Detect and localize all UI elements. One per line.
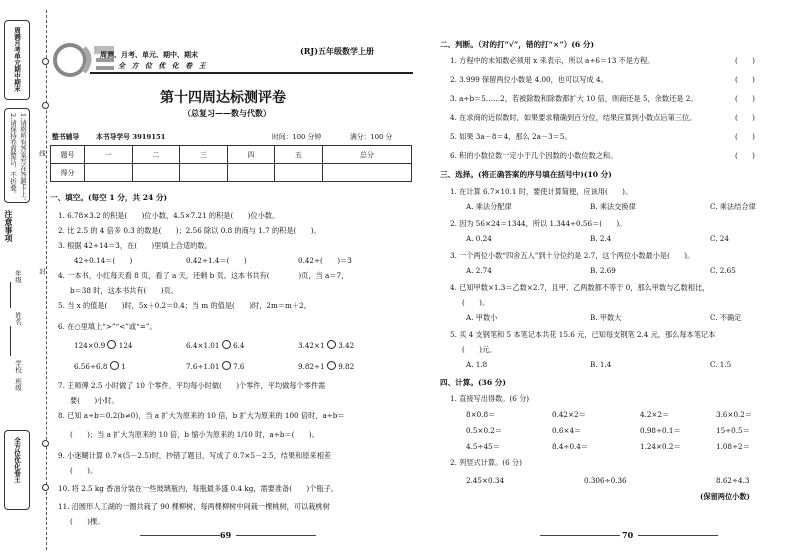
binding-strip bbox=[0, 0, 48, 555]
page-number-left: 69 bbox=[220, 530, 232, 540]
question-5: 5. 当 x 的值是( )时，5x＋0.2＝0.4；当 m 的值是( )时，2m＝m＋2。 bbox=[58, 301, 311, 310]
calc-item: 3.6×0.2＝ bbox=[716, 410, 753, 419]
calc-item: 8.4÷0.4＝ bbox=[552, 442, 589, 451]
vertical-calc-2: 0.306÷0.36 bbox=[584, 476, 627, 485]
calc-2-title: 2. 列竖式计算。(6 分) bbox=[450, 458, 522, 467]
judge-4: 4. 在求商的近似数时，如果要求精确到百分位，结果应算到小数点后第三位。 bbox=[450, 113, 697, 122]
score-header-2: 二 bbox=[132, 146, 180, 164]
score-cell[interactable] bbox=[275, 164, 323, 182]
choice-3-opt-a[interactable]: A. 2.74 bbox=[466, 266, 492, 275]
choice-1-opt-c[interactable]: C. 乘法结合律 bbox=[710, 202, 756, 211]
choice-2-opt-c[interactable]: C. 24 bbox=[710, 234, 729, 243]
judge-5: 5. 如果 3a－8＝4，那么 2a－3＝5。 bbox=[450, 132, 572, 141]
compare-right: 6.4 bbox=[233, 341, 245, 350]
page-subtitle: （总复习——数与代数） bbox=[183, 108, 271, 118]
question-8-line-2: ( )；当 a 扩大为原来的 10 倍，b 缩小为原来的 1/10 时，a÷b＝( )。 bbox=[70, 430, 319, 439]
field-name: 姓名 bbox=[14, 312, 22, 325]
field-grade: 年级 bbox=[14, 270, 22, 283]
q3-item-3: 0.42÷( )＝3 bbox=[298, 256, 352, 265]
strip-motto-box bbox=[4, 430, 30, 510]
compare-left: 6.4×1.01 bbox=[186, 341, 220, 350]
compare-left: 9.82÷1 bbox=[298, 362, 325, 371]
choice-4-line-1: 4. 已知甲数×1.3＝乙数×2.7，且甲、乙两数都不等于 0，那么甲数与乙数相比， bbox=[450, 283, 710, 292]
full-score: 满分：100 分 bbox=[350, 133, 393, 141]
choice-4-opt-a[interactable]: A. 甲数小 bbox=[466, 313, 498, 322]
score-header-1: 一 bbox=[85, 146, 133, 164]
calc-item: 1.08÷2＝ bbox=[716, 442, 750, 451]
score-header-3: 三 bbox=[180, 146, 228, 164]
score-header-total: 总分 bbox=[322, 146, 411, 164]
question-7-line-1: 7. 王师傅 2.5 小时做了 10 个零件，平均每小时做( )个零件，平均做每个零件需 bbox=[58, 381, 326, 390]
choice-4-opt-c[interactable]: C. 不确定 bbox=[710, 313, 742, 322]
question-2: 2. 比 2.5 的 4 倍多 0.3 的数是( )；2.56 除以 0.8 的商与 1.7 的积是( )。 bbox=[58, 226, 321, 235]
strip-brand-text: 周测月考单元期中期末 bbox=[13, 27, 21, 92]
judge-answer-4[interactable]: ( ) bbox=[735, 113, 755, 122]
vertical-calc-3: 8.62÷4.3 bbox=[716, 476, 750, 485]
judge-answer-6[interactable]: ( ) bbox=[735, 151, 755, 160]
calc-item: 0.6×4＝ bbox=[552, 426, 582, 435]
q3-item-1: 42÷0.14＝( ) bbox=[74, 256, 133, 265]
choice-4-line-2: ( )。 bbox=[462, 298, 490, 307]
round-note: (保留两位小数) bbox=[700, 492, 750, 501]
calc-1-title: 1. 直接写出得数。(6 分) bbox=[450, 394, 530, 403]
compare-circle[interactable] bbox=[107, 340, 116, 349]
question-1: 1. 6.78×3.2 的积是( )位小数，4.5×7.21 的积是( )位小数。 bbox=[58, 211, 280, 220]
notice-1: 1.请将所有答案写在答题卡上。 bbox=[19, 113, 27, 204]
choice-3: 3. 一个两位小数“四舍五入”到十分位约是 2.7，这个两位小数最小是( )。 bbox=[450, 251, 695, 260]
section-1-title: 一、填空。(每空 1 分，共 24 分) bbox=[50, 193, 168, 202]
compare-right: 7.6 bbox=[233, 362, 245, 371]
calc-item: 0.5×0.2＝ bbox=[466, 426, 503, 435]
calc-item: 0.42×2＝ bbox=[552, 410, 586, 419]
compare-left: 3.42×1 bbox=[298, 341, 325, 350]
notice-title: 注意事项 bbox=[4, 210, 14, 242]
score-row-label: 得分 bbox=[51, 164, 85, 182]
score-cell[interactable] bbox=[322, 164, 411, 182]
section-3-title: 三、选择。(将正确答案的序号填在括号中)(10 分) bbox=[440, 170, 612, 179]
score-table bbox=[50, 145, 412, 182]
question-11-line-1: 11. 沿圆形人工湖的一圈共栽了 90 棵柳树，每两棵柳树中间栽一棵桃树，可以栽桃树 bbox=[58, 502, 330, 511]
compare-left: 6.56÷6.8 bbox=[74, 362, 108, 371]
compare-left: 7.6÷1.01 bbox=[186, 362, 220, 371]
calc-item: 1.24×0.2＝ bbox=[640, 442, 681, 451]
calc-item: 4.2×2＝ bbox=[640, 410, 670, 419]
choice-5-line-2: ( )元。 bbox=[462, 345, 497, 354]
judge-answer-5[interactable]: ( ) bbox=[735, 132, 755, 141]
score-cell[interactable] bbox=[85, 164, 133, 182]
question-4-line-1: 4. 一本书，小红每天看 8 页，看了 a 天，还剩 b 页。这本书共有( )页，当 a＝7， bbox=[58, 271, 349, 280]
seal-mark: 封 bbox=[38, 268, 46, 275]
judge-answer-2[interactable]: ( ) bbox=[735, 75, 755, 84]
q3-item-2: 0.42÷1.4＝( ) bbox=[186, 256, 247, 265]
calc-item: 4.5÷45＝ bbox=[466, 442, 500, 451]
score-cell[interactable] bbox=[180, 164, 228, 182]
strip-motto-text: 全方位优化卷王 bbox=[13, 437, 21, 483]
calc-item: 0.98÷0.1＝ bbox=[640, 426, 681, 435]
header-rule bbox=[90, 72, 413, 74]
choice-4-opt-b[interactable]: B. 甲数大 bbox=[590, 313, 622, 322]
compare-circle[interactable] bbox=[222, 340, 231, 349]
strip-brand-box bbox=[4, 20, 30, 100]
choice-5-opt-c[interactable]: C. 1.5 bbox=[710, 360, 732, 369]
question-11-line-2: ( )棵。 bbox=[70, 517, 105, 526]
compare-right: 3.42 bbox=[338, 341, 355, 350]
section-2-title: 二、判断。（对的打“√”，错的打“×”）(6 分) bbox=[440, 40, 595, 49]
compare-left: 124×0.9 bbox=[74, 341, 106, 350]
compare-circle[interactable] bbox=[110, 361, 119, 370]
field-school: 学校 bbox=[14, 360, 22, 373]
choice-1-opt-a[interactable]: A. 乘法分配律 bbox=[466, 202, 512, 211]
score-cell[interactable] bbox=[132, 164, 180, 182]
compare-circle[interactable] bbox=[327, 340, 336, 349]
motto: 全 方 位 优 化 卷 王 bbox=[118, 61, 208, 70]
score-cell[interactable] bbox=[227, 164, 275, 182]
tutor-label: 整书辅导 bbox=[52, 133, 80, 141]
score-header-4: 四 bbox=[227, 146, 275, 164]
judge-1: 1. 方程中的未知数必须用 x 来表示，所以 a÷6＝13 不是方程。 bbox=[450, 56, 655, 65]
choice-1-opt-b[interactable]: B. 乘法交换律 bbox=[590, 202, 636, 211]
field-class: 班级 bbox=[14, 378, 22, 391]
choice-3-opt-b[interactable]: B. 2.69 bbox=[590, 266, 616, 275]
choice-2-opt-a[interactable]: A. 0.24 bbox=[466, 234, 492, 243]
brand-line: 周测、月考、单元、期中、期末 bbox=[100, 50, 198, 59]
strip-notice-box bbox=[4, 108, 30, 203]
compare-right: 9.82 bbox=[338, 362, 355, 371]
question-8-line-1: 8. 已知 a÷b＝0.2(b≠0)，当 a 扩大为原来的 10 倍，b 扩大为原来的 100 倍时，a÷b＝ bbox=[58, 411, 345, 420]
question-6: 6. 在○里填上“>”“<”或“=”。 bbox=[58, 322, 157, 331]
question-4-line-2: b＝38 时，这本书共有( )页。 bbox=[70, 286, 178, 295]
page-number-right: 70 bbox=[622, 530, 634, 540]
question-9-line-2: ( )。 bbox=[70, 466, 98, 475]
choice-3-opt-c[interactable]: C. 2.65 bbox=[710, 266, 736, 275]
question-3: 3. 根据 42÷14＝3，在( )里填上合适的数。 bbox=[58, 241, 212, 250]
notice-2: 2.请保持卷面整洁，不折叠。 bbox=[9, 113, 17, 198]
compare-circle[interactable] bbox=[222, 361, 231, 370]
choice-5-opt-a[interactable]: A. 1.8 bbox=[466, 360, 488, 369]
choice-1: 1. 在计算 6.7×10.1 时，要使计算简便，应该用( )。 bbox=[450, 187, 633, 196]
choice-5-line-1: 5. 买 4 支钢笔和 5 本笔记本共花 15.6 元，已知每支钢笔 2.4 元，那么每本笔记本 bbox=[450, 330, 716, 339]
grade-book: (RJ)五年级数学上册 bbox=[300, 46, 375, 56]
compare-right: 124 bbox=[118, 341, 133, 350]
compare-circle[interactable] bbox=[327, 361, 336, 370]
time-limit: 时间：100 分钟 bbox=[272, 133, 322, 141]
question-9-line-1: 9. 小迷糊计算 0.7×(5－2.5)时，抄错了题目，写成了 0.7×5－2.5，结果和原来相差 bbox=[58, 451, 332, 460]
section-4-title: 四、计算。(36 分) bbox=[440, 378, 506, 387]
line-mark: 线 bbox=[38, 150, 46, 157]
question-7-line-2: 要( )小时。 bbox=[70, 396, 119, 405]
compare-right: 1 bbox=[121, 362, 126, 371]
choice-5-opt-b[interactable]: B. 1.4 bbox=[590, 360, 612, 369]
question-10: 10. 将 2.5 kg 香油分装在一些玻璃瓶内，每瓶最多盛 0.4 kg，需要准备( )个瓶子。 bbox=[58, 484, 338, 493]
choice-2-opt-b[interactable]: B. 2.4 bbox=[590, 234, 612, 243]
page-title: 第十四周达标测评卷 bbox=[160, 90, 286, 106]
book-number: 本书导学号 3919151 bbox=[96, 133, 166, 141]
judge-3: 3. a÷b＝5……2，若被除数和除数都扩大 10 倍，则商还是 5，余数还是 2。 bbox=[450, 94, 698, 103]
judge-answer-1[interactable]: ( ) bbox=[735, 56, 755, 65]
score-header-label: 题号 bbox=[51, 146, 85, 164]
judge-2: 2. 3.999 保留两位小数是 4.00，也可以写成 4。 bbox=[450, 75, 608, 84]
score-header-5: 五 bbox=[275, 146, 323, 164]
calc-item: 15÷0.5＝ bbox=[716, 426, 750, 435]
judge-answer-3[interactable]: ( ) bbox=[735, 94, 755, 103]
vertical-calc-1: 2.45×0.34 bbox=[466, 476, 505, 485]
choice-2: 2. 因为 56×24＝1344，所以 1.344÷0.56＝( )。 bbox=[450, 219, 627, 228]
calc-item: 8×0.8＝ bbox=[466, 410, 496, 419]
judge-6: 6. 积的小数位数一定小于几个因数的小数位数之和。 bbox=[450, 151, 618, 160]
